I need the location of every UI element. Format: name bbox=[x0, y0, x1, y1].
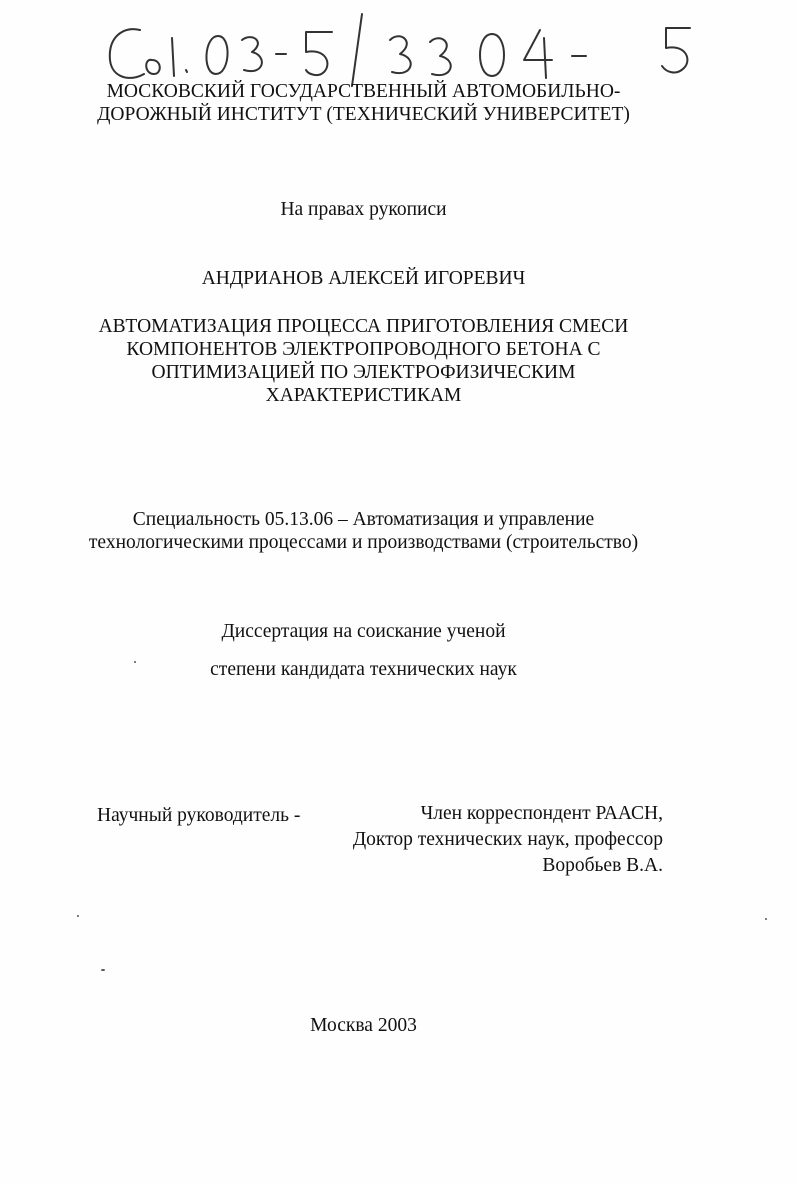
specialty bbox=[0, 508, 727, 554]
title-line-1: АВТОМАТИЗАЦИЯ ПРОЦЕССА ПРИГОТОВЛЕНИЯ СМЕСИ bbox=[98, 316, 629, 337]
supervisor-details bbox=[353, 801, 663, 879]
supervisor-line-3: Воробьев В.А. bbox=[542, 855, 663, 876]
scan-speck bbox=[77, 915, 79, 917]
title-line-4: ХАРАКТЕРИСТИКАМ bbox=[265, 385, 462, 406]
institute-line-2: ДОРОЖНЫЙ ИНСТИТУТ (ТЕХНИЧЕСКИЙ УНИВЕРСИТЕТ) bbox=[97, 104, 630, 125]
specialty-line-2: технологическими процессами и производствами (строительство) bbox=[88, 532, 639, 553]
supervisor-line-1: Член корреспондент РААСН, bbox=[420, 803, 663, 824]
scan-speck bbox=[134, 661, 136, 663]
title-line-3: ОПТИМИЗАЦИЕЙ ПО ЭЛЕКТРОФИЗИЧЕСКИМ bbox=[151, 362, 576, 383]
dissertation-type-line-1: Диссертация на соискание ученой bbox=[221, 621, 506, 642]
dissertation-title bbox=[0, 315, 727, 407]
institute-line-1: МОСКОВСКИЙ ГОСУДАРСТВЕННЫЙ АВТОМОБИЛЬНО- bbox=[106, 81, 621, 102]
title-line-2: КОМПОНЕНТОВ ЭЛЕКТРОПРОВОДНОГО БЕТОНА С bbox=[126, 339, 601, 360]
dissertation-type-line-2: степени кандидата технических наук bbox=[210, 659, 517, 680]
manuscript-note: На правах рукописи bbox=[280, 199, 447, 220]
institute-name bbox=[0, 80, 727, 126]
specialty-line-1: Специальность 05.13.06 – Автоматизация и управление bbox=[132, 509, 595, 530]
supervisor-line-2: Доктор технических наук, профессор bbox=[352, 829, 663, 850]
handwritten-catalog-number bbox=[100, 8, 710, 88]
scan-speck bbox=[101, 969, 105, 971]
city-year: Москва 2003 bbox=[310, 1015, 417, 1036]
scan-speck bbox=[765, 918, 767, 920]
supervisor-label: Научный руководитель - bbox=[97, 805, 301, 826]
author-name: АНДРИАНОВ АЛЕКСЕЙ ИГОРЕВИЧ bbox=[201, 268, 526, 289]
